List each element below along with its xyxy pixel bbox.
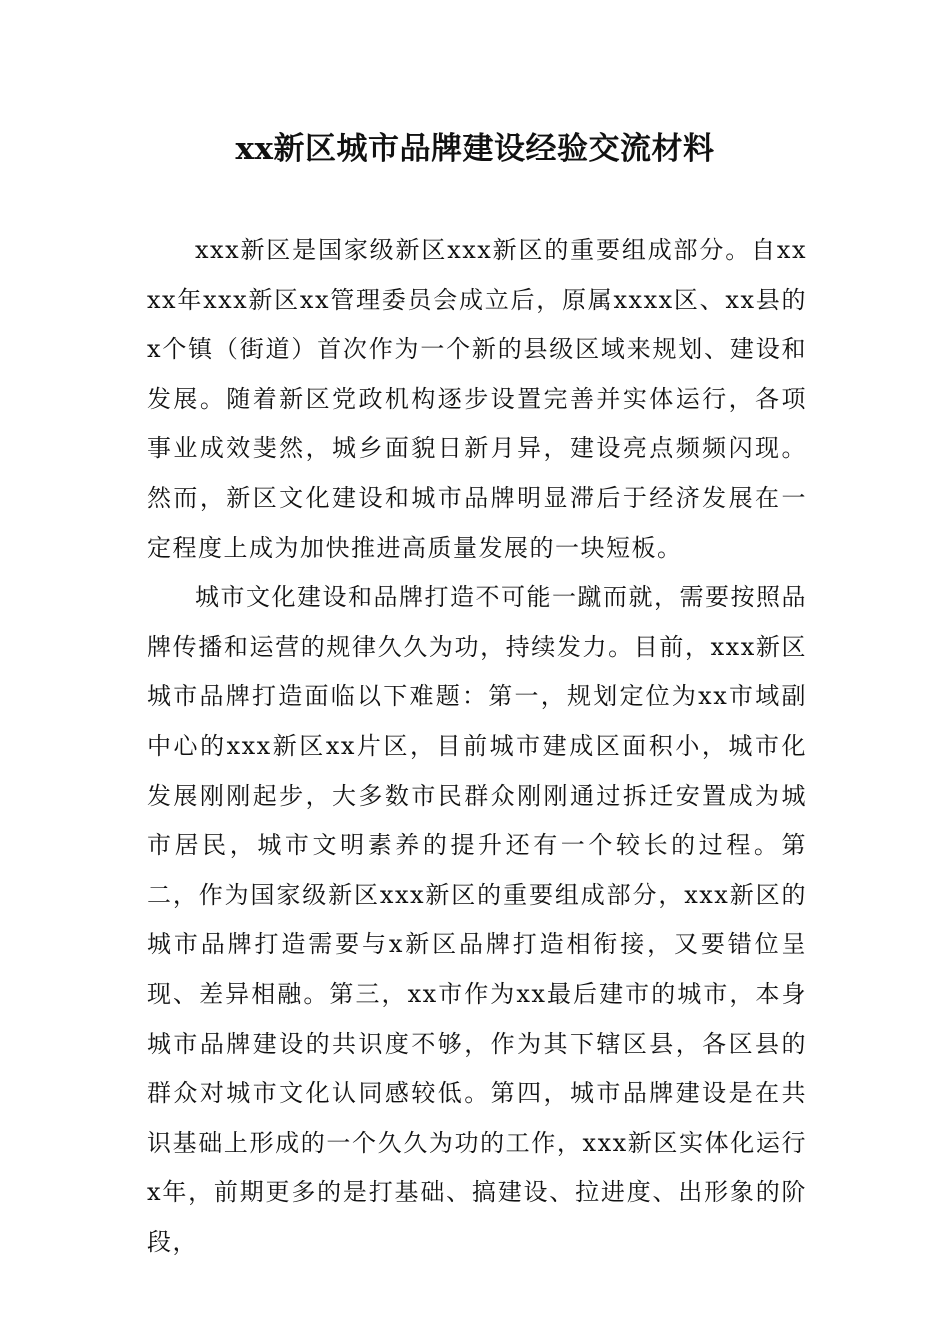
- paragraph-intro: xxx新区是国家级新区xxx新区的重要组成部分。自xxxx年xxx新区xx管理委员会成立后，原属xxxx区、xx县的x个镇（街道）首次作为一个新的县级区域来规划、建设和发展。随着新区党政机构逐步设置完善并实体运行，各项事业成效斐然，城乡面貌日新月异，建设亮点频频闪现。然而，新区文化建设和城市品牌明显滞后于经济发展在一定程度上成为加快推进高质量发展的一块短板。: [147, 236, 807, 562]
- document-body: [147, 226, 807, 1267]
- paragraph-challenges: 城市文化建设和品牌打造不可能一蹴而就，需要按照品牌传播和运营的规律久久为功，持续发力。目前，xxx新区城市品牌打造面临以下难题：第一，规划定位为xx市域副中心的xxx新区xx片区，目前城市建成区面积小，城市化发展刚刚起步，大多数市民群众刚刚通过拆迁安置成为城市居民，城市文明素养的提升还有一个较长的过程。第二，作为国家级新区xxx新区的重要组成部分，xxx新区的城市品牌打造需要与x新区品牌打造相衔接，又要错位呈现、差异相融。第三，xx市作为xx最后建市的城市，本身城市品牌建设的共识度不够，作为其下辖区县，各区县的群众对城市文化认同感较低。第四，城市品牌建设是在共识基础上形成的一个久久为功的工作，xxx新区实体化运行x年，前期更多的是打基础、搞建设、拉进度、出形象的阶段，: [147, 583, 807, 1256]
- document-title: xx新区城市品牌建设经验交流材料: [235, 131, 715, 167]
